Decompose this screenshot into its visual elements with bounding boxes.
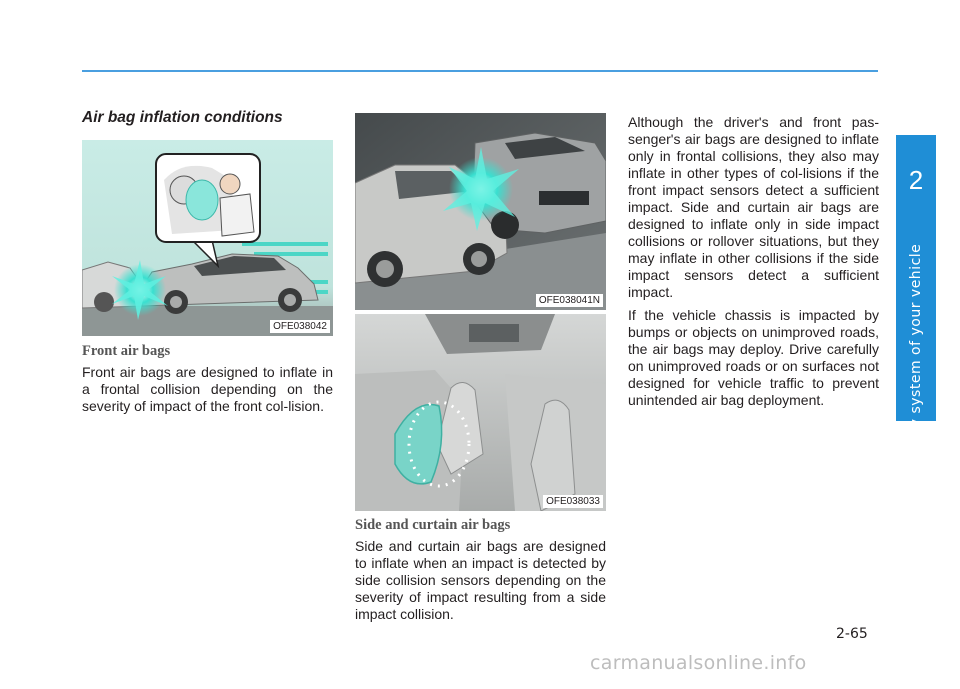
front-airbags-text	[82, 364, 333, 421]
figure-code: OFE038033	[543, 495, 603, 508]
section-title: Air bag inflation conditions	[82, 109, 283, 126]
side-airbags-heading: Side and curtain air bags	[355, 517, 511, 533]
front-airbags-paragraph: Front air bags are designed to inflate in a frontal collision depending on the severity of impact of the front col-lision.	[82, 364, 333, 414]
cabin-airbag-illustration	[355, 314, 606, 511]
cabin-airbag-figure	[355, 314, 606, 511]
side-collision-figure	[355, 113, 606, 310]
side-airbags-paragraph: Side and curtain air bags are designed to inflate when an impact is detected by side collision sensors depending on the severity of impact resulting from a side impact collision.	[355, 538, 606, 622]
right-paragraph-1: Although the driver's and front pas-senger's air bags are designed to inflate only in frontal collisions, they also may inflate in other types of col-lisions if the front impact sensors detect a sufficient impact. Side and curtain air bags are designed to inflate only in side impact collisions or rollover situations, but they may inflate in other collisions if the side impact sensors detect a sufficient impact.	[628, 114, 879, 300]
page-number: 2-65	[836, 626, 868, 642]
side-collision-illustration	[355, 113, 606, 310]
chapter-number: 2	[908, 165, 924, 195]
side-airbags-text	[355, 538, 606, 629]
right-column-text	[628, 114, 879, 415]
chapter-title: Safety system of your vehicle	[908, 243, 924, 467]
front-collision-illustration	[82, 140, 333, 336]
figure-code: OFE038042	[270, 320, 330, 333]
header-rule	[82, 70, 878, 72]
front-airbags-heading: Front air bags	[82, 343, 171, 359]
figure-code: OFE038041N	[536, 294, 603, 307]
right-paragraph-2: If the vehicle chassis is impacted by bumps or objects on unimproved roads, the air bags may deploy. Drive carefully on unimproved roads or on surfaces not designed for vehicle traffic to prevent unintended air bag deployment.	[628, 307, 879, 408]
chapter-tab[interactable]	[896, 135, 936, 467]
watermark: carmanualsonline.info	[590, 652, 807, 674]
front-airbag-figure	[82, 140, 333, 336]
